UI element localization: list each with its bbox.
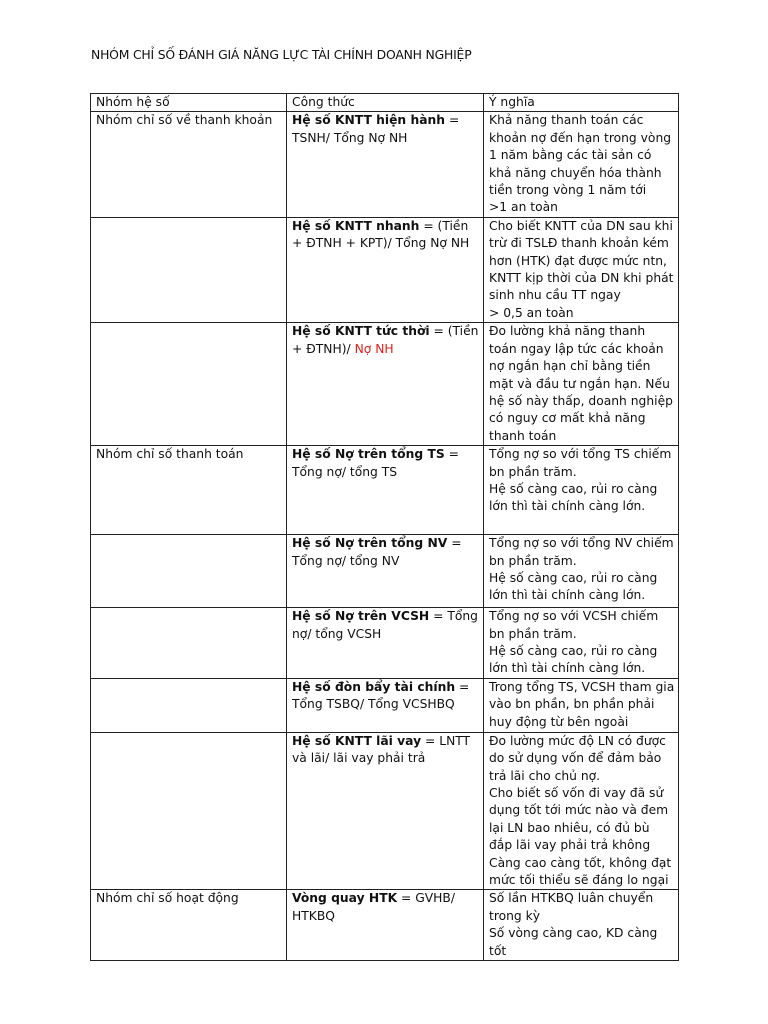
meaning-line: Càng cao càng tốt, không đạt mức tối thiểu sẽ đáng lo ngại [489,855,672,887]
group-cell [91,678,287,732]
table-row [91,890,679,961]
group-cell [91,732,287,890]
formula-cell [287,112,484,217]
financial-ratio-table [90,93,679,961]
formula-name: Vòng quay HTK [292,891,398,906]
group-cell: Nhóm chỉ số hoạt động [91,890,287,961]
meaning-cell [484,732,679,890]
table-row [91,608,679,679]
meaning-line: Số vòng càng cao, KD càng tốt [489,926,658,958]
table-row [91,217,679,322]
meaning-line: >1 an toàn [489,200,558,215]
formula-expression: = TSNH/ Tổng Nợ NH [292,113,460,145]
formula-expression: = Tổng TSBQ/ Tổng VCSHBQ [292,679,470,712]
group-cell [91,217,287,322]
formula-name: Hệ số KNTT lãi vay [292,733,422,748]
group-cell [91,608,287,679]
formula-cell [287,323,484,446]
group-cell [91,535,287,608]
table-row [91,678,679,732]
formula-expression: = Tổng nợ/ tổng VCSH [292,609,478,641]
meaning-cell [484,678,679,732]
table-row [91,323,679,446]
formula-cell [287,732,484,890]
meaning-line: Tổng nợ so với tổng TS chiếm bn phần trăm. [489,447,672,479]
formula-name: Hệ số Nợ trên tổng NV [292,536,448,551]
table-row [91,535,679,608]
meaning-line: > 0,5 an toàn [489,305,574,320]
header-formula: Công thức [287,94,484,112]
header-meaning: Ý nghĩa [484,94,679,112]
table-row [91,446,679,535]
meaning-cell [484,890,679,961]
formula-name: Hệ số đòn bẩy tài chính [292,679,456,694]
header-group: Nhóm hệ số [91,94,287,112]
meaning-line: Hệ số càng cao, rủi ro càng lớn thì tài chính càng lớn. [489,481,658,514]
meaning-cell [484,217,679,322]
meaning-line: Cho biết số vốn đi vay đã sử dụng tốt tới mức nào và đem lại LN bao nhiêu, có đủ bù đắp lãi vay phải trả không [489,785,669,853]
meaning-line: Đo lường khả năng thanh toán ngay lập tức các khoản nợ ngắn hạn chỉ bằng tiền mặt và đầu tư ngắn hạn. Nếu hệ số này thấp, doanh nghiệp có nguy cơ mất khả năng thanh toán [489,324,673,443]
meaning-line: Đo lường mức độ LN có được do sử dụng vốn để đảm bảo trả lãi cho chủ nợ. [489,733,666,783]
meaning-cell [484,446,679,535]
formula-expression: = (Tiền + ĐTNH)/ [292,324,479,356]
group-cell: Nhóm chỉ số về thanh khoản [91,112,287,217]
formula-expression: = Tổng nợ/ tổng TS [292,447,459,479]
formula-expression: = GVHB/ HTKBQ [292,891,456,923]
formula-name: Hệ số KNTT hiện hành [292,113,446,128]
meaning-cell [484,608,679,679]
meaning-line: Khả năng thanh toán các khoản nợ đến hạn trong vòng 1 năm bằng các tài sản có khả năng chuyển hóa thành tiền trong vòng 1 năm tới [489,113,672,198]
formula-name: Hệ số KNTT nhanh [292,218,420,233]
formula-cell [287,890,484,961]
formula-cell [287,678,484,732]
table-row [91,732,679,890]
table-header-row [91,94,679,112]
formula-cell [287,608,484,679]
meaning-line: Tổng nợ so với VCSH chiếm bn phần trăm. [489,609,659,641]
table-row [91,112,679,217]
formula-name: Hệ số Nợ trên tổng TS [292,447,445,462]
meaning-line: Hệ số càng cao, rủi ro càng lớn thì tài chính càng lớn. [489,570,658,603]
meaning-line: Số lần HTKBQ luân chuyển trong kỳ [489,891,654,923]
formula-cell [287,535,484,608]
page-title: NHÓM CHỈ SỐ ĐÁNH GIÁ NĂNG LỰC TÀI CHÍNH DOANH NGHIỆP [91,47,472,62]
formula-expression: = LNTT và lãi/ lãi vay phải trả [292,733,471,766]
formula-expression: = Tổng nợ/ tổng NV [292,536,462,568]
formula-name: Hệ số KNTT tức thời [292,324,430,339]
meaning-line: Trong tổng TS, VCSH tham gia vào bn phần, bn phần phải huy động từ bên ngoài [489,679,675,729]
meaning-line: Cho biết KNTT của DN sau khi trừ đi TSLĐ thanh khoản kém hơn (HTK) đạt được mức ntn, KNTT kịp thời của DN khi phát sinh nhu cầu TT ngay [489,218,674,303]
group-cell: Nhóm chỉ số thanh toán [91,446,287,535]
meaning-cell [484,112,679,217]
formula-highlight: Nợ NH [354,341,394,356]
meaning-line: Tổng nợ so với tổng NV chiếm bn phần trăm. [489,536,674,568]
meaning-cell [484,323,679,446]
meaning-cell [484,535,679,608]
group-cell [91,323,287,446]
meaning-line: Hệ số càng cao, rủi ro càng lớn thì tài chính càng lớn. [489,643,658,676]
formula-cell [287,446,484,535]
formula-name: Hệ số Nợ trên VCSH [292,609,430,624]
formula-cell [287,217,484,322]
formula-expression: = (Tiền + ĐTNH + KPT)/ Tổng Nợ NH [292,218,470,251]
